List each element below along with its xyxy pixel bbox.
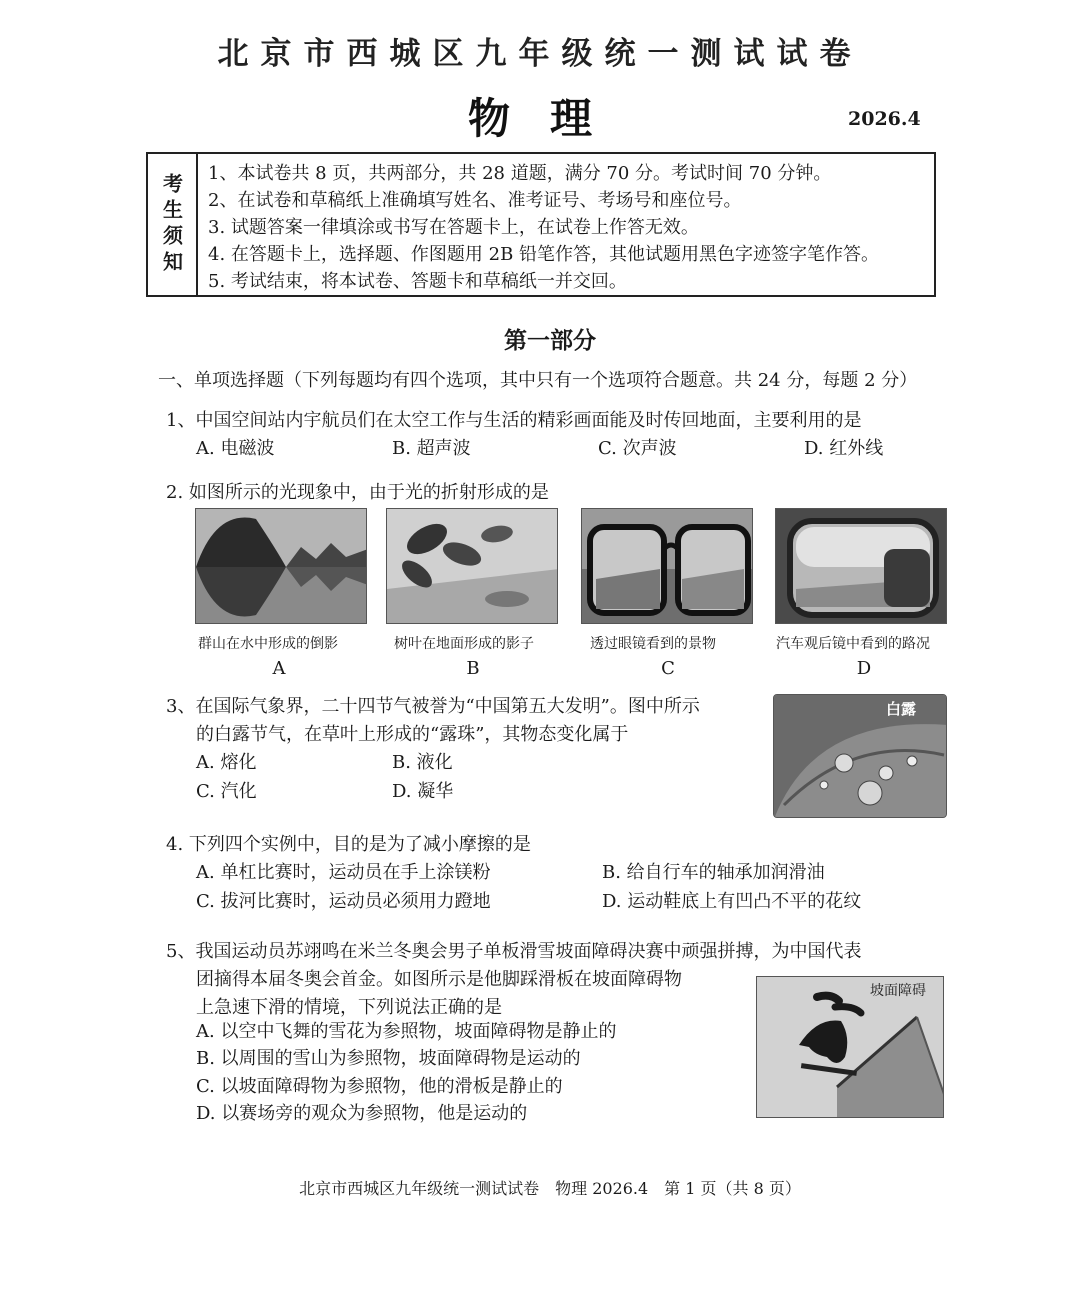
leaf-shadow-photo xyxy=(386,508,558,624)
q1-option-b: B. 超声波 xyxy=(392,438,471,459)
q3-option-a: A. 熔化 xyxy=(196,752,257,773)
q3-option-c: C. 汽化 xyxy=(196,781,257,802)
notice-item: 5. 考试结束，将本试卷、答题卡和草稿纸一并交回。 xyxy=(208,271,627,292)
part-title: 第一部分 xyxy=(504,327,596,354)
q3-stem-line2: 的白露节气，在草叶上形成的“露珠”，其物态变化属于 xyxy=(196,724,629,745)
dew-drops-photo xyxy=(773,694,947,818)
q2-caption-a: 群山在水中形成的倒影 xyxy=(198,636,338,652)
notice-box xyxy=(146,152,936,297)
q1-option-c: C. 次声波 xyxy=(598,438,677,459)
notice-item: 3. 试题答案一律填涂或书写在答题卡上，在试卷上作答无效。 xyxy=(208,217,699,238)
q4-option-a: A. 单杠比赛时，运动员在手上涂镁粉 xyxy=(196,862,491,883)
notice-label-cell xyxy=(148,154,198,295)
q2-letter-c: C xyxy=(661,658,675,679)
q1-stem: 1、中国空间站内宇航员们在太空工作与生活的精彩画面能及时传回地面，主要利用的是 xyxy=(166,410,862,431)
q2-caption-d: 汽车观后镜中看到的路况 xyxy=(776,636,930,652)
q2-letter-d: D xyxy=(856,658,872,679)
q3-option-d: D. 凝华 xyxy=(392,781,454,802)
notice-label: 考生须知 xyxy=(159,172,184,277)
section-title: 一、单项选择题（下列每题均有四个选项，其中只有一个选项符合题意。共 24 分，每题 2 分） xyxy=(158,370,918,391)
q2-letter-a: A xyxy=(272,658,286,679)
q4-option-c: C. 拔河比赛时，运动员必须用力蹬地 xyxy=(196,891,491,912)
subject-title: 物理 xyxy=(467,94,632,143)
q5-stem-line1: 5、我国运动员苏翊鸣在米兰冬奥会男子单板滑雪坡面障碍决赛中顽强拼搏，为中国代表 xyxy=(166,941,862,962)
q5-stem-line2: 团摘得本届冬奥会首金。如图所示是他脚踩滑板在坡面障碍物 xyxy=(196,969,682,990)
page-footer: 北京市西城区九年级统一测试试卷 物理 2026.4 第 1 页（共 8 页） xyxy=(299,1179,801,1198)
snowboard-image-label: 坡面障碍 xyxy=(870,983,926,999)
q5-option-c: C. 以坡面障碍物为参照物，他的滑板是静止的 xyxy=(196,1076,563,1097)
notice-list xyxy=(208,160,930,295)
notice-item: 1、本试卷共 8 页，共两部分，共 28 道题，满分 70 分。考试时间 70 分钟。 xyxy=(208,163,832,184)
exam-title: 北京市西城区九年级统一测试试卷 xyxy=(217,36,863,72)
dew-image-label: 白露 xyxy=(886,700,917,718)
q1-option-a: A. 电磁波 xyxy=(196,438,275,459)
q5-option-b: B. 以周围的雪山为参照物，坡面障碍物是运动的 xyxy=(196,1048,581,1069)
q5-stem-line3: 上急速下滑的情境，下列说法正确的是 xyxy=(196,997,502,1018)
exam-date: 2026.4 xyxy=(848,108,921,130)
notice-item: 4. 在答题卡上，选择题、作图题用 2B 铅笔作答，其他试题用黑色字迹签字笔作答。 xyxy=(208,244,880,265)
q1-option-d: D. 红外线 xyxy=(804,438,884,459)
q2-caption-b: 树叶在地面形成的影子 xyxy=(394,636,534,652)
q2-stem: 2. 如图所示的光现象中，由于光的折射形成的是 xyxy=(166,482,549,503)
car-mirror-photo xyxy=(775,508,947,624)
notice-item: 2、在试卷和草稿纸上准确填写姓名、准考证号、考场号和座位号。 xyxy=(208,190,742,211)
q2-letter-b: B xyxy=(466,658,480,679)
q3-stem-line1: 3、在国际气象界，二十四节气被誉为“中国第五大发明”。图中所示 xyxy=(166,696,700,717)
q4-option-d: D. 运动鞋底上有凹凸不平的花纹 xyxy=(602,891,862,912)
q4-stem: 4. 下列四个实例中，目的是为了减小摩擦的是 xyxy=(166,834,531,855)
q5-option-d: D. 以赛场旁的观众为参照物，他是运动的 xyxy=(196,1103,528,1124)
q5-option-a: A. 以空中飞舞的雪花为参照物，坡面障碍物是静止的 xyxy=(196,1021,617,1042)
q2-caption-c: 透过眼镜看到的景物 xyxy=(590,636,716,652)
glasses-photo xyxy=(581,508,753,624)
q3-option-b: B. 液化 xyxy=(392,752,453,773)
q4-option-b: B. 给自行车的轴承加润滑油 xyxy=(602,862,825,883)
mountain-reflection-photo xyxy=(195,508,367,624)
